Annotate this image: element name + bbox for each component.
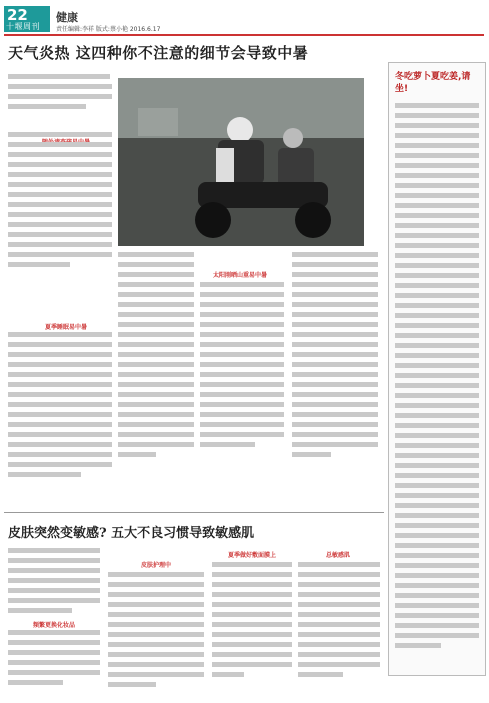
article2-headline: 皮肤突然变敏感? 五大不良习惯导致敏感肌	[8, 526, 255, 541]
section-title: 健康	[56, 11, 78, 24]
article2-subhead-1: 频繁更换化妆品	[32, 622, 75, 629]
sidebar-title: 冬吃萝卜夏吃姜,请坐!	[395, 72, 471, 94]
page-number-badge	[4, 6, 50, 32]
article1-col1b-text	[8, 332, 112, 482]
article1-col1-text	[8, 74, 112, 272]
article1-col4-text	[292, 252, 378, 462]
article1-subhead-3: 太阳刚晒山重易中暑	[212, 272, 267, 279]
page-header	[0, 0, 489, 34]
page-number: 22	[7, 6, 28, 24]
article1-col2-text	[118, 252, 194, 462]
header-rule	[4, 34, 484, 36]
article2-subhead-3: 夏季做好敷面膜上	[227, 552, 276, 559]
article1-subhead-2: 夏季睡眠易中暑	[44, 324, 87, 331]
article2-subhead-2: 皮肤护理中	[140, 562, 171, 569]
article2-col1-text	[8, 548, 100, 618]
sidebar-box	[388, 62, 486, 676]
article2-col3-text	[212, 562, 292, 682]
article1-col3-text	[200, 282, 284, 452]
motorcycle-riders-image	[118, 78, 364, 246]
article2-col1b-text	[8, 630, 100, 690]
article-divider	[4, 512, 384, 513]
article2-col2-text	[108, 548, 204, 692]
page-name: 十堰周刊	[6, 22, 40, 31]
article1-headline: 天气炎热 这四种你不注意的细节会导致中暑	[8, 44, 309, 62]
editor-credits: 责任编辑:李祥 版式:蔡小艳 2016.6.17	[56, 26, 161, 33]
article1-photo	[118, 78, 364, 246]
sidebar-text	[395, 103, 479, 653]
article2-col4-text	[298, 562, 380, 682]
article2-subhead-4: 总敏感肌	[325, 552, 350, 559]
